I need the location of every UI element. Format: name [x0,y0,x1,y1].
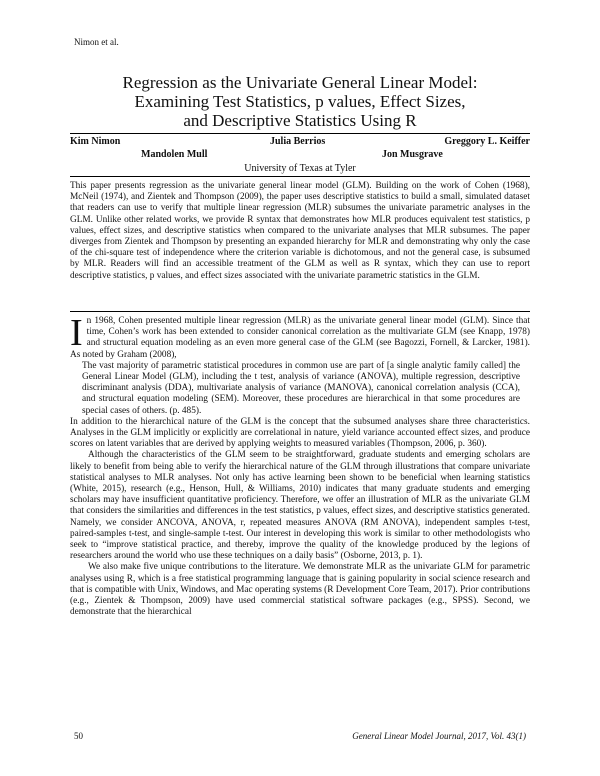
affiliation: University of Texas at Tyler [244,163,356,174]
divider-affiliation [70,176,530,177]
paragraph: In addition to the hierarchical nature of the GLM is the concept that the subsumed analyses share three characteristics. Analyses in the GLM implicitly or explicitly are correlational in nature, yield variance accounted effect sizes, and produce scores on latent variables that are derived by applying weights to measured variables (Thompson, 2006, p. 360). [70,416,530,450]
running-head: Nimon et al. [74,37,119,47]
author-name: Kim Nimon [70,136,121,147]
author-name: Julia Berrios [270,136,326,147]
paragraph: We also make five unique contributions to the literature. We demonstrate MLR as the univariate GLM for parametric analyses using R, which is a free statistical programming language that is gaining popularity in social science research and that is compatible with Unix, Windows, and Mac operating systems (R Development Core Team, 2017). Prior contributions (e.g., Zientek & Thompson, 2009) have used commercial statistical software packages (e.g., SPSS). Second, we demonstrate that the hierarchical [70,562,530,618]
drop-cap: I [70,312,83,354]
paper-title [60,73,540,130]
paragraph-intro [70,312,530,361]
divider-top [70,133,530,134]
title-line: Regression as the Univariate General Linear Model: [122,73,478,92]
divider-abstract [70,311,530,312]
author-name: Greggory L. Keiffer [444,136,530,147]
title-line: and Descriptive Statistics Using R [183,111,417,130]
paragraph-text: n 1968, Cohen presented multiple linear regression (MLR) as the univariate general linear model (GLM). Since that time, Cohen’s work has been extended to consider canonical correlation as the multivariate GLM (see Knapp, 1978) and structural equation modeling as an even more general case of the GLM (see Bagozzi, Fornell, & Larcker, 1981). As noted by Graham (2008), [70,316,530,360]
page-number: 50 [74,731,83,741]
author-name: Mandolen Mull [141,149,208,160]
author-name: Jon Musgrave [382,149,443,160]
title-line: Examining Test Statistics, p values, Effect Sizes, [134,92,466,111]
paragraph: Although the characteristics of the GLM seem to be straightforward, graduate students and emerging scholars are likely to benefit from being able to verify the hierarchical nature of the GLM through illustrations that compare univariate statistical analyses to MLR analyses. Not only has active learning been shown to be beneficial when learning statistics (White, 2015), research (e.g., Henson, Hull, & Williams, 2010) indicates that many graduate students and emerging scholars may have insufficient quantitative proficiency. Therefore, we offer an illustration of MLR as the univariate GLM that considers the similarities and differences in the test statistics, p values, effect sizes, and descriptive statistics generated. Namely, we consider ANCOVA, ANOVA, r, repeated measures ANOVA (RM ANOVA), independent samples t-test, paired-samples t-test, and single-sample t-test. Our interest in developing this work is similar to other methodologists who seek to “improve statistical practice, and thereby, improve the quality of the knowledge produced by the legions of researchers around the world who use these techniques on a daily basis” (Osborne, 2013, p. 1). [70,450,530,562]
block-quote: The vast majority of parametric statistical procedures in common use are part of [a single analytic family called] the General Linear Model (GLM), including the t test, analysis of variance (ANOVA), multiple regression, descriptive discriminant analysis (DDA), multivariate analysis of variance (MANOVA), canonical correlation analysis (CCA), and structural equation modeling (SEM). Moreover, these procedures are hierarchical in that some procedures are special cases of others. (p. 485). [82,360,520,416]
abstract: This paper presents regression as the univariate general linear model (GLM). Building on the work of Cohen (1968), McNeil (1974), and Zientek and Thompson (2009), the paper uses descriptive statistics to build a small, simulated dataset that readers can use to verify that multiple linear regression (MLR) subsumes the univariate parametric analyses in the GLM. Unlike other related works, we provide R syntax that demonstrates how MLR produces equivalent test statistics, p values, effect sizes, and descriptive statistics when compared to the univariate analyses that MLR subsumes. The paper diverges from Zientek and Thompson by presenting an expanded hierarchy for MLR and demonstrating why only the case of the chi-square test of independence where the criterion variable is dichotomous, and not the general case, is subsumed by MLR. Readers will find an accessible treatment of the GLM as well as R syntax, which they can use to report descriptive statistics, p values, and effect sizes associated with the univariate parametric statistics in the GLM. [70,181,530,281]
journal-citation: General Linear Model Journal, 2017, Vol. 43(1) [352,731,526,741]
body-text [70,312,530,618]
